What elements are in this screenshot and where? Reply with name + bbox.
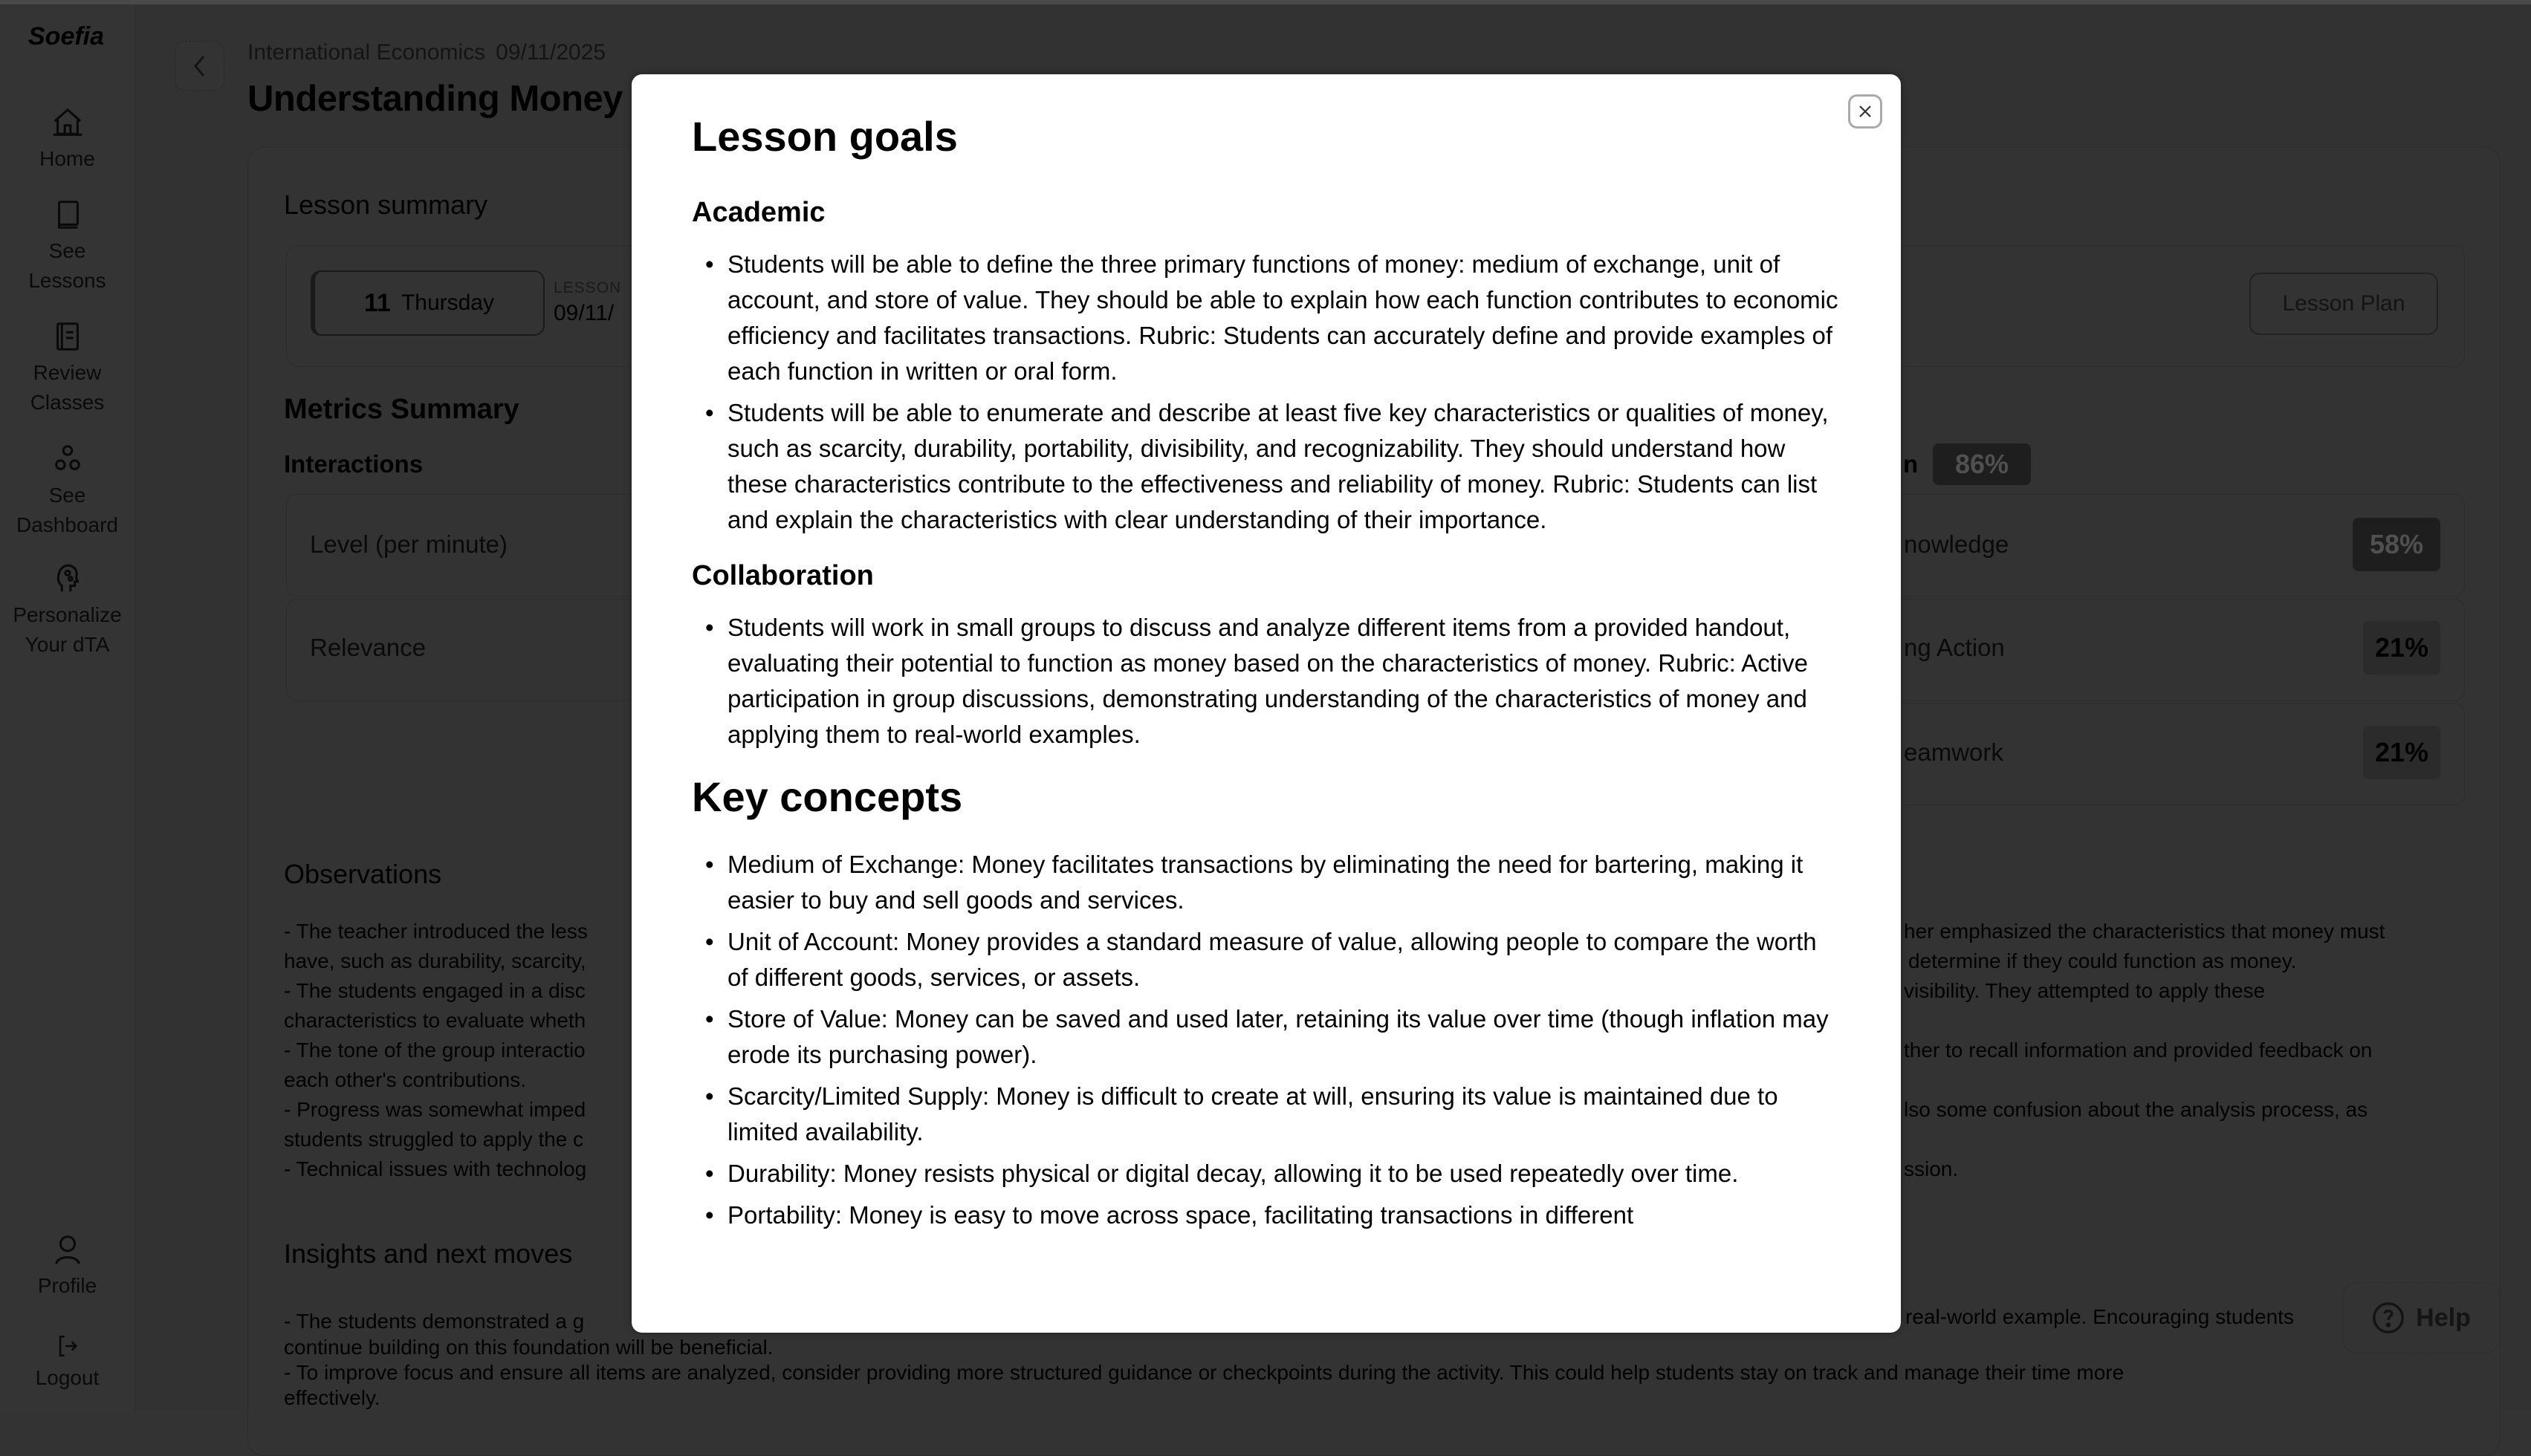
list-item: [692, 924, 1840, 995]
goal-text: Students will be able to enumerate and describe at least five key characteristics or qualities of money, such as scarcity, durability, portability, divisibility, and recognizability. They should understand how these characteristics contribute to the effectiveness and reliability of money. Rubric: Students can list and explain the characteristics with clear understanding of their importance.: [727, 399, 1829, 533]
list-item: [692, 395, 1840, 538]
concept-text: Store of Value: Money can be saved and used later, retaining its value over time (though inflation may erode its purchasing power).: [727, 1005, 1829, 1068]
lesson-date: 09/11/: [554, 301, 615, 325]
goal-text: Students will work in small groups to discuss and analyze different items from a provided handout, evaluating their potential to function as money based on the characteristics of money. Rubric: Active participation in group discussions, demonstrating understanding of the characteristics of money and applying them to real-world examples.: [727, 614, 1809, 748]
breadcrumb-course[interactable]: International Economics: [247, 40, 486, 65]
sidebar-item-home[interactable]: [0, 105, 135, 174]
metric-percentage: 21%: [2363, 621, 2440, 675]
concept-text: Portability: Money is easy to move across space, facilitating transactions in different: [727, 1201, 1634, 1229]
bullet-icon: •: [705, 1201, 714, 1229]
observation-line: students struggled to apply the c: [284, 1128, 584, 1151]
day-name: Thursday: [401, 290, 494, 315]
sidebar-item-label: Profile: [37, 1274, 97, 1297]
metric-label: Relevance: [310, 634, 426, 661]
help-label: Help: [2416, 1303, 2471, 1332]
breadcrumb: [247, 40, 616, 65]
insights-line: continue building on this foundation will be beneficial.: [284, 1336, 774, 1359]
bullet-icon: •: [705, 614, 714, 641]
observation-line: have, such as durability, scarcity,: [284, 949, 586, 972]
sidebar-item-label: Your dTA: [25, 633, 110, 656]
right-metric-percentage: 86%: [1933, 443, 2031, 485]
modal-content: [692, 111, 1840, 1252]
sidebar-item-label: See: [48, 239, 86, 262]
insights-line-4: effectively.: [284, 1386, 380, 1409]
sidebar-item-profile[interactable]: [0, 1232, 135, 1301]
sidebar-item-see-lessons[interactable]: [0, 198, 135, 296]
day-badge: [311, 270, 545, 336]
help-button[interactable]: [2342, 1282, 2500, 1353]
lesson-goals-modal: [632, 74, 1901, 1333]
observation-line: - The tone of the group interactio: [284, 1039, 586, 1062]
observation-line: lso some confusion about the analysis process, as: [1904, 1098, 2368, 1121]
lesson-label: LESSON: [554, 279, 622, 296]
insights-line-3: - To improve focus and ensure all items are analyzed, consider providing more structured guidance or checkpoints during the activity. This could help students stay on track and manage their time more: [284, 1361, 2125, 1384]
concept-text: Unit of Account: Money provides a standard measure of value, allowing people to compare the worth of different goods, services, or assets.: [727, 928, 1817, 991]
sidebar-item-label: Personalize: [13, 603, 122, 626]
observation-line: ssion.: [1904, 1157, 1959, 1180]
metric-percentage: 58%: [2353, 518, 2440, 571]
sidebar-item-label: Classes: [30, 391, 105, 414]
interactions-heading: Interactions: [284, 450, 424, 478]
logo[interactable]: Soefia: [28, 22, 105, 51]
insights-line: real-world example. Encouraging students: [1905, 1305, 2294, 1328]
close-icon: [1857, 103, 1873, 120]
concept-text: Scarcity/Limited Supply: Money is difficult to create at will, ensuring its value is maintained due to limited availability.: [727, 1082, 1778, 1145]
metrics-summary-heading: Metrics Summary: [284, 394, 519, 425]
metric-label: nowledge: [1904, 530, 2009, 558]
metric-label: ng Action: [1904, 634, 2005, 661]
observation-line: [1904, 1006, 2385, 1036]
book-icon: [51, 198, 85, 232]
right-metric-heading: n: [1903, 450, 1919, 478]
close-button[interactable]: [1848, 94, 1882, 129]
goal-text: Students will be able to define the three primary functions of money: medium of exchange, unit of account, and store of value. They should be able to explain how each function contributes to economic efficiency and facilitates transactions. Rubric: Students can accurately define and provide examples of each function in written or oral form.: [727, 250, 1838, 385]
question-circle-icon: [2371, 1301, 2405, 1335]
metric-percentage: 21%: [2363, 726, 2440, 779]
notebook-icon: [51, 319, 85, 354]
list-item: [692, 1156, 1840, 1192]
lesson-summary-heading: Lesson summary: [284, 189, 488, 220]
sidebar-item-review-classes[interactable]: [0, 319, 135, 417]
back-button[interactable]: [175, 41, 224, 91]
bullet-icon: •: [705, 250, 714, 278]
bullet-icon: •: [705, 1005, 714, 1033]
observation-line: - The students engaged in a disc: [284, 979, 586, 1002]
dashboard-icon: [51, 442, 85, 476]
sidebar-item-label: Dashboard: [16, 513, 118, 536]
page-title: Understanding Money: [247, 79, 623, 119]
observations-text-left: [284, 917, 588, 1184]
bullet-icon: •: [705, 851, 714, 878]
list-item: [692, 847, 1840, 918]
observations-text-right: [1904, 917, 2385, 1184]
bullet-icon: •: [705, 1160, 714, 1187]
bullet-icon: •: [705, 399, 714, 426]
academic-goals-list: [692, 247, 1840, 538]
bullet-icon: •: [705, 1082, 714, 1110]
observation-line: [1904, 1065, 2385, 1095]
breadcrumb-date: 09/11/2025: [496, 40, 606, 65]
list-item: [692, 1001, 1840, 1073]
observation-line: determine if they could function as money.: [1908, 949, 2297, 972]
metric-label: eamwork: [1904, 738, 2003, 766]
observation-line: characteristics to evaluate wheth: [284, 1009, 586, 1032]
modal-title: Lesson goals: [692, 113, 958, 160]
list-item: [692, 247, 1840, 389]
bullet-icon: •: [705, 928, 714, 955]
key-concepts-title: Key concepts: [692, 773, 963, 820]
sidebar-item-personalize[interactable]: [0, 562, 135, 660]
sidebar-item-logout[interactable]: [0, 1333, 135, 1393]
sidebar-item-label: Logout: [35, 1366, 100, 1389]
insights-heading: Insights and next moves: [284, 1238, 573, 1269]
sidebar-item-label: Home: [39, 147, 95, 170]
day-number: 11: [363, 288, 391, 317]
observation-line: visibility. They attempted to apply these: [1904, 979, 2266, 1002]
sidebar-item-see-dashboard[interactable]: [0, 442, 135, 540]
collaboration-goals-list: [692, 610, 1840, 753]
metric-label: Level (per minute): [310, 530, 508, 558]
window-top-border: [0, 0, 2531, 4]
sidebar-item-label: See: [48, 484, 86, 507]
home-icon: [51, 105, 85, 140]
observation-line: - The teacher introduced the less: [284, 920, 588, 943]
observation-line: - Progress was somewhat imped: [284, 1098, 586, 1121]
lesson-plan-button[interactable]: Lesson Plan: [2249, 273, 2438, 335]
logout-icon: [55, 1333, 80, 1359]
observation-line: her emphasized the characteristics that money must: [1904, 920, 2385, 943]
head-gear-icon: [51, 562, 85, 596]
sidebar-item-label: Lessons: [28, 269, 106, 292]
key-concepts-list: [692, 847, 1840, 1233]
section-heading-collaboration: Collaboration: [692, 560, 874, 591]
concept-text: Durability: Money resists physical or digital decay, allowing it to be used repeatedly over time.: [727, 1160, 1739, 1187]
list-item: [692, 1079, 1840, 1150]
observation-line: - Technical issues with technolog: [284, 1157, 587, 1180]
observation-line: ther to recall information and provided feedback on: [1904, 1039, 2373, 1062]
list-item: [692, 1197, 1840, 1233]
user-icon: [51, 1232, 85, 1267]
sidebar-item-label: Review: [33, 361, 102, 384]
section-heading-academic: Academic: [692, 197, 826, 228]
observation-line: [1904, 1125, 2385, 1154]
observation-line: each other's contributions.: [284, 1068, 526, 1091]
concept-text: Medium of Exchange: Money facilitates transactions by eliminating the need for bartering, making it easier to buy and sell goods and services.: [727, 851, 1804, 914]
chevron-left-icon: [190, 53, 210, 79]
list-item: [692, 610, 1840, 753]
observations-heading: Observations: [284, 859, 442, 889]
insights-line: - The students demonstrated a g: [284, 1310, 585, 1333]
